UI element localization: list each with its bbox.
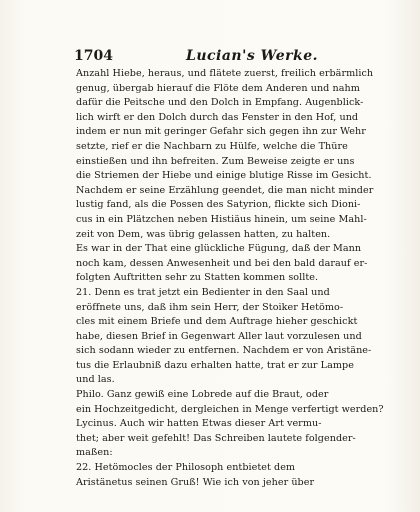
page-header xyxy=(74,48,374,66)
text-line: einstießen und ihn befreiten. Zum Beweise zeigte er uns xyxy=(76,155,355,167)
text-line: Aristänetus seinen Gruß! Wie ich von jeher über xyxy=(76,476,315,488)
text-line: sich sodann wieder zu entfernen. Nachdem er von Aristäne- xyxy=(76,345,372,357)
text-line: zeit von Dem, was übrig gelassen hatten, zu halten. xyxy=(76,228,331,240)
text-line: setzte, rief er die Nachbarn zu Hülfe, welche die Thüre xyxy=(76,140,348,152)
text-line: habe, diesen Brief in Gegenwart Aller laut vorzulesen und xyxy=(76,330,362,342)
text-line: Philo. Ganz gewiß eine Lobrede auf die Braut, oder xyxy=(76,389,329,401)
text-line: indem er nun mit geringer Gefahr sich gegen ihn zur Wehr xyxy=(76,126,366,138)
running-head: Lucian's Werke. xyxy=(186,48,319,64)
text-line: eröffnete uns, daß ihm sein Herr, der Stoiker Hetömo- xyxy=(76,301,344,313)
text-line: lustig fand, als die Possen des Satyrion, flickte sich Dioni- xyxy=(76,199,361,211)
text-line: folgten Auftritten sehr zu Statten kommen sollte. xyxy=(76,272,319,284)
text-line: Nachdem er seine Erzählung geendet, die man nicht minder xyxy=(76,184,374,196)
text-line: dafür die Peitsche und den Dolch in Empfang. Augenblick- xyxy=(76,97,364,109)
body-text xyxy=(76,67,388,490)
text-line: Es war in der That eine glückliche Fügung, daß der Mann xyxy=(76,243,362,255)
text-line: genug, übergab hierauf die Flöte dem Anderen und nahm xyxy=(76,82,360,94)
text-line: ein Hochzeitgedicht, dergleichen in Menge verfertigt werden? xyxy=(76,403,384,415)
text-line: Anzahl Hiebe, heraus, und flätete zuerst, freilich erbärmlich xyxy=(76,68,374,79)
text-line: cles mit einem Briefe und dem Auftrage hieher geschickt xyxy=(76,316,358,328)
text-line: 22. Hetömocles der Philosoph entbietet dem xyxy=(76,462,296,474)
text-line: noch kam, dessen Anwesenheit und bei den bald darauf er- xyxy=(76,257,368,269)
text-line: die Striemen der Hiebe und einige blutige Risse im Gesicht. xyxy=(76,170,372,182)
text-line: 21. Denn es trat jetzt ein Bedienter in den Saal und xyxy=(76,286,330,298)
text-line: tus die Erlaubniß dazu erhalten hatte, trat er zur Lampe xyxy=(76,359,354,371)
text-line: und las. xyxy=(76,374,115,386)
text-line: Lycinus. Auch wir hatten Etwas dieser Art vermu- xyxy=(76,418,322,430)
text-line: thet; aber weit gefehlt! Das Schreiben lautete folgender- xyxy=(76,432,356,444)
page-number: 1704 xyxy=(74,48,113,64)
text-line: lich wirft er den Dolch durch das Fenster in den Hof, und xyxy=(76,111,359,123)
text-line: cus in ein Plätzchen neben Histiäus hinein, um seine Mahl- xyxy=(76,213,367,225)
text-line: maßen: xyxy=(76,447,113,459)
